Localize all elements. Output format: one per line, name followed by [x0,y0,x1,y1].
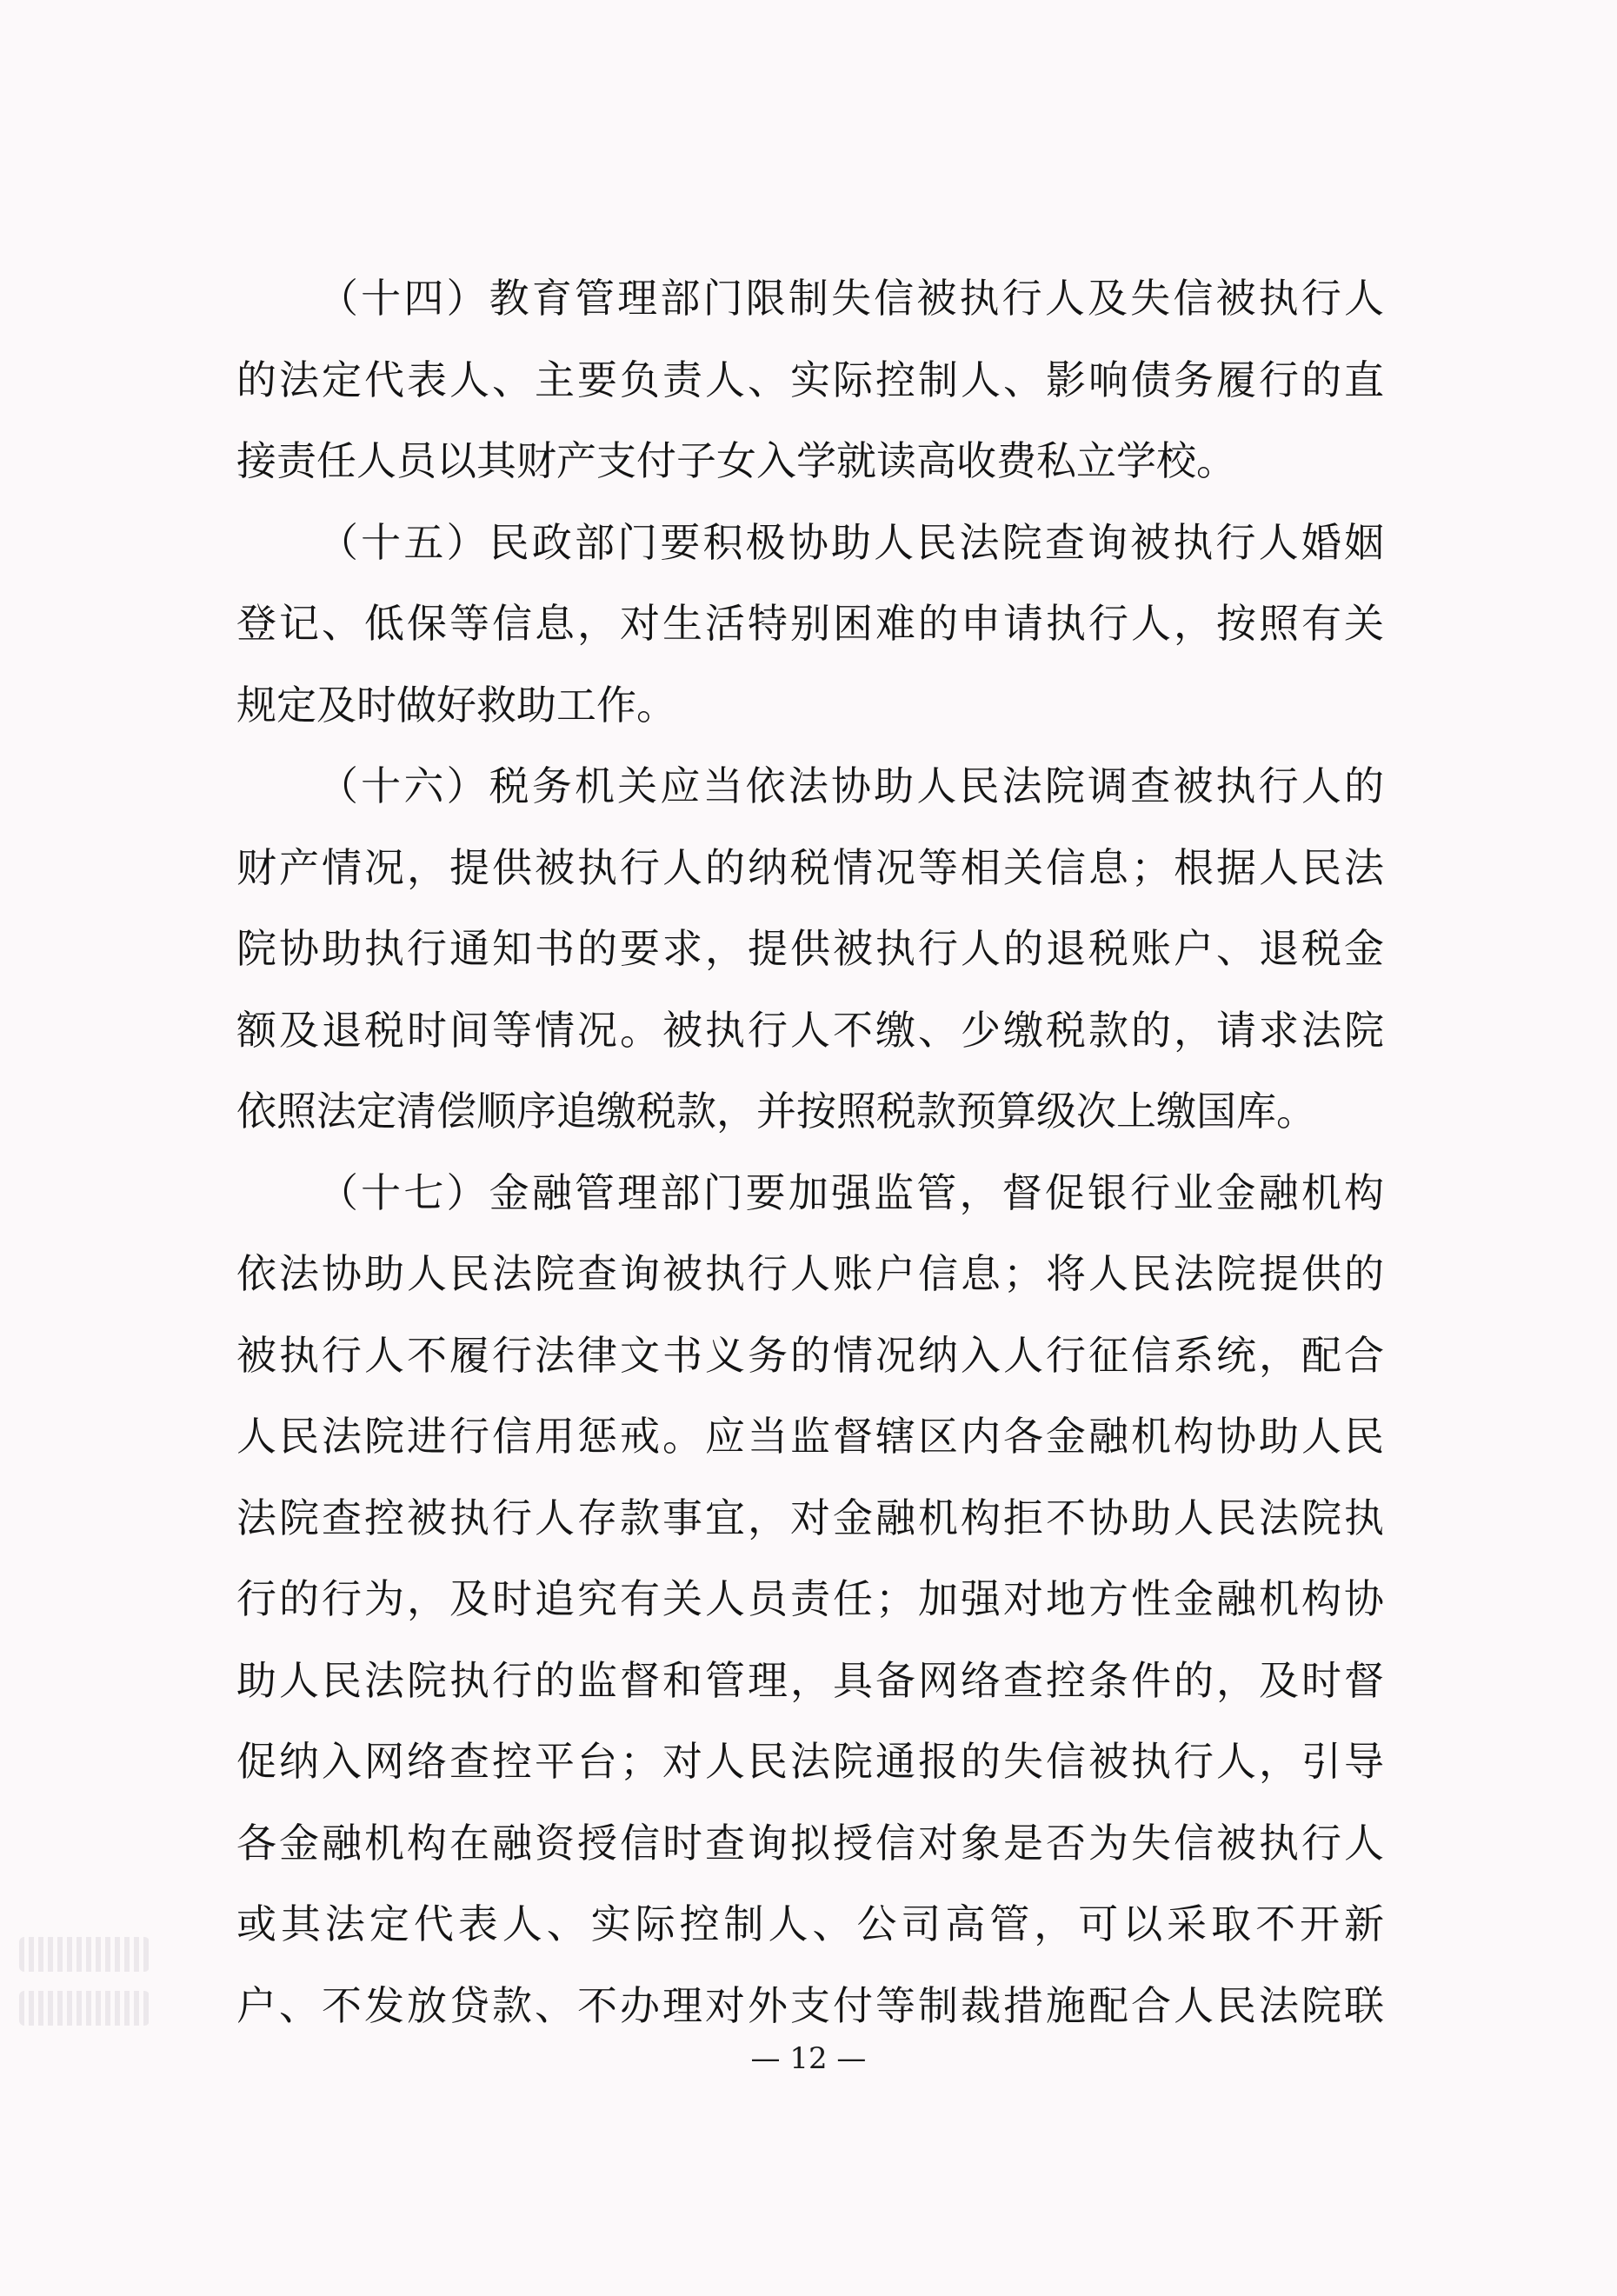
page-number: — 12 — [750,2041,867,2076]
text-line: 各金融机构在融资授信时查询拟授信对象是否为失信被执行人 [236,1819,1384,1867]
text-line: 法院查控被执行人存款事宜，对金融机构拒不协助人民法院执 [236,1494,1384,1541]
text-line: 促纳入网络查控平台；对人民法院通报的失信被执行人，引导 [236,1738,1384,1785]
text-line: （十七）金融管理部门要加强监管，督促银行业金融机构 [318,1168,1384,1216]
text-line: （十五）民政部门要积极协助人民法院查询被执行人婚姻 [318,518,1384,566]
text-line: 财产情况，提供被执行人的纳税情况等相关信息；根据人民法 [236,843,1384,891]
paragraph-14 [236,258,1384,502]
text-line: 依照法定清偿顺序追缴税款，并按照税款预算级次上缴国库。 [236,1088,1316,1135]
scan-artifact [19,1991,150,2026]
text-line: 登记、低保等信息，对生活特别困难的申请执行人，按照有关 [236,600,1384,647]
text-line: 接责任人员以其财产支付子女入学就读高收费私立学校。 [236,437,1236,484]
text-line: 院协助执行通知书的要求，提供被执行人的退税账户、退税金 [236,925,1384,972]
text-line: 被执行人不履行法律文书义务的情况纳入人行征信系统，配合 [236,1331,1384,1379]
text-line: （十六）税务机关应当依法协助人民法院调查被执行人的 [318,762,1384,809]
text-line: 行的行为，及时追究有关人员责任；加强对地方性金融机构协 [236,1575,1384,1622]
text-line: 额及退税时间等情况。被执行人不缴、少缴税款的，请求法院 [236,1006,1384,1054]
body-text [236,258,1384,2046]
text-line: 的法定代表人、主要负责人、实际控制人、影响债务履行的直 [236,356,1384,403]
text-line: 或其法定代表人、实际控制人、公司高管，可以采取不开新 [236,1900,1384,1947]
paragraph-15 [236,502,1384,747]
paragraph-17 [236,1153,1384,2047]
text-line: 助人民法院执行的监督和管理，具备网络查控条件的，及时督 [236,1656,1384,1704]
text-line: 规定及时做好救助工作。 [236,681,676,729]
paragraph-16 [236,746,1384,1153]
scan-artifact [19,1937,150,1972]
text-line: （十四）教育管理部门限制失信被执行人及失信被执行人 [318,275,1384,322]
text-line: 依法协助人民法院查询被执行人账户信息；将人民法院提供的 [236,1250,1384,1297]
text-line: 户、不发放贷款、不办理对外支付等制裁措施配合人民法院联 [236,1981,1384,2029]
text-line: 人民法院进行信用惩戒。应当监督辖区内各金融机构协助人民 [236,1413,1384,1460]
